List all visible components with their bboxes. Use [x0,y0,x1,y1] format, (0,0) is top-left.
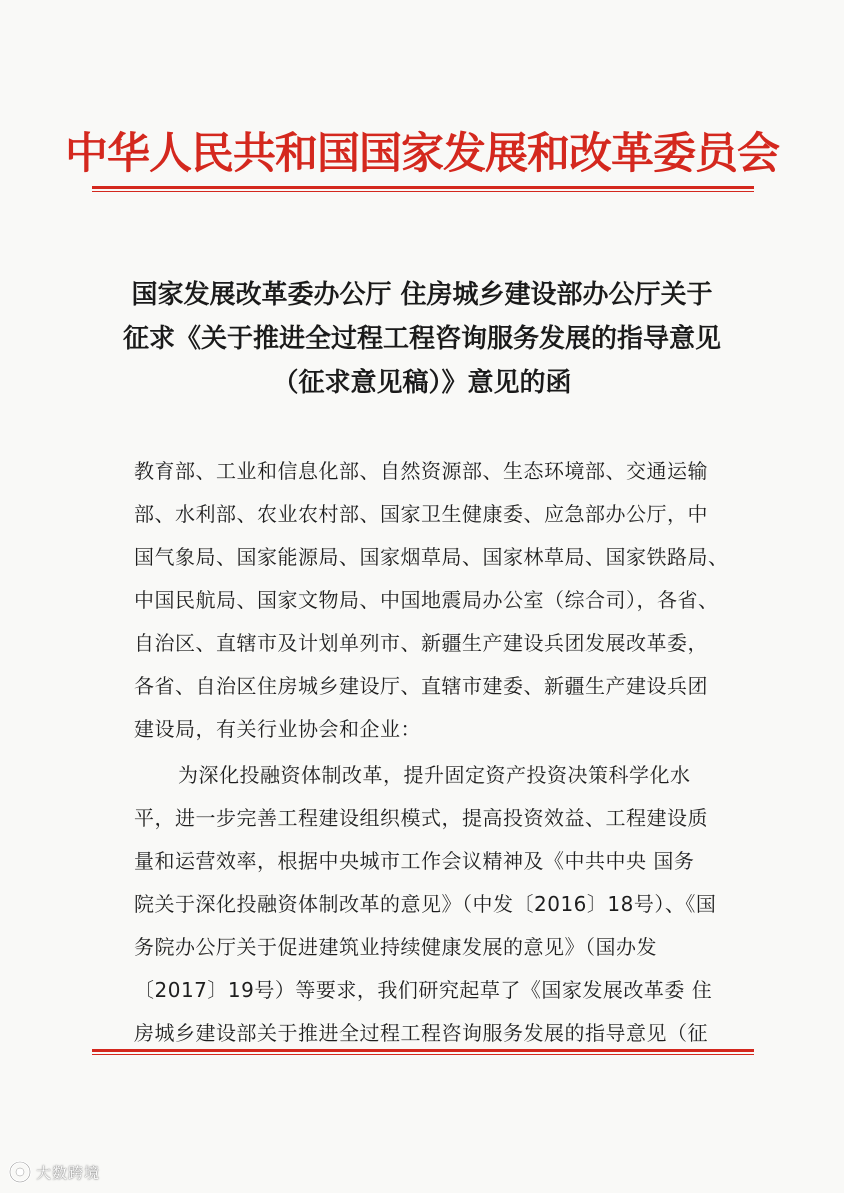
brand-logo-icon [8,1160,32,1184]
body-line-2: 部、水利部、农业农村部、国家卫生健康委、应急部办公厅，中 [134,502,708,526]
letterhead-red-rule [92,186,754,193]
body-line-5: 自治区、直辖市及计划单列市、新疆生产建设兵团发展改革委， [134,631,708,655]
watermark-text: 大数跨境 [36,1163,101,1182]
document-title-line-2: 征求《关于推进全过程工程咨询服务发展的指导意见 [122,324,721,354]
letterhead-issuer: 中华人民共和国国家发展和改革委员会 [65,129,779,179]
footer-rule-thin [92,1054,754,1055]
red-rule-thick [92,186,754,189]
body-line-6: 各省、自治区住房城乡建设厅、直辖市建委、新疆生产建设兵团 [134,674,708,698]
body-line-13: 〔2017〕19号）等要求，我们研究起草了《国家发展改革委 住 [134,978,713,1002]
footer-rule-thick [92,1049,754,1052]
body-line-14: 房城乡建设部关于推进全过程工程咨询服务发展的指导意见（征 [134,1021,708,1045]
body-line-12: 务院办公厅关于促进建筑业持续健康发展的意见》（国办发 [134,935,657,959]
body-line-11: 院关于深化投融资体制改革的意见》（中发〔2016〕18号）、《国 [134,892,717,916]
body-line-3: 国气象局、国家能源局、国家烟草局、国家林草局、国家铁路局、 [134,545,729,569]
document-title-line-3: （征求意见稿）》意见的函 [272,368,572,398]
body-line-8: 为深化投融资体制改革，提升固定资产投资决策科学化水 [178,763,691,787]
watermark [8,1158,100,1186]
body-line-1: 教育部、工业和信息化部、自然资源部、生态环境部、交通运输 [134,459,708,483]
body-line-4: 中国民航局、国家文物局、中国地震局办公室（综合司），各省、 [134,588,719,612]
red-rule-thin [92,191,754,192]
document-title-line-1: 国家发展改革委办公厅 住房城乡建设部办公厅关于 [131,280,713,310]
footer-red-rule [92,1049,754,1056]
body-line-10: 量和运营效率，根据中央城市工作会议精神及《中共中央 国务 [134,849,695,873]
body-line-7: 建设局，有关行业协会和企业： [134,717,421,741]
body-line-9: 平，进一步完善工程建设组织模式，提高投资效益、工程建设质 [134,806,708,830]
